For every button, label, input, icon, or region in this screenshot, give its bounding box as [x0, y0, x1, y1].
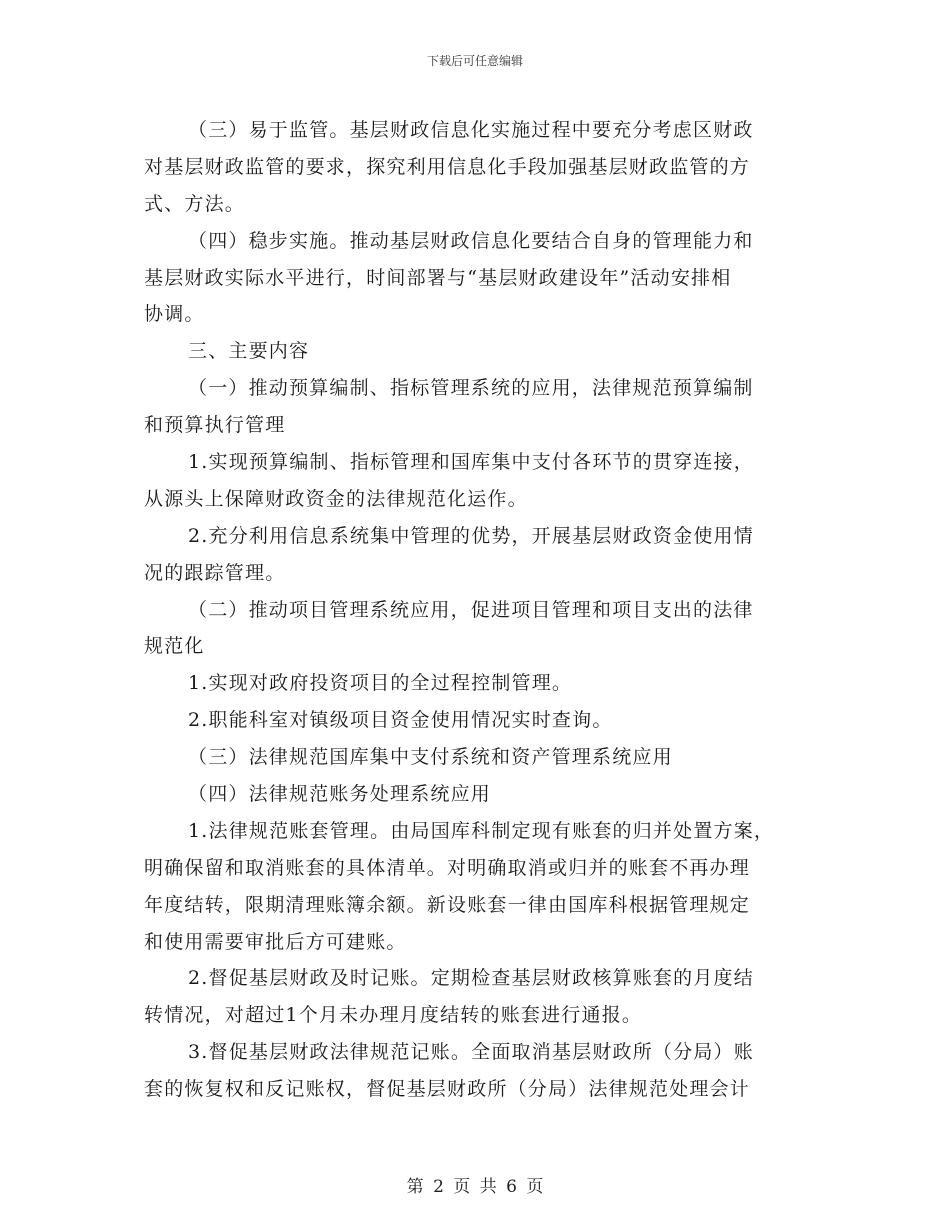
list-item: 年度结转，限期清理账簿余额。新设账套一律由国库科根据管理规定	[144, 893, 751, 916]
list-item: 从源头上保障财政资金的法律规范化运作。	[144, 487, 528, 510]
list-item: 1.法律规范账套管理。由局国库科制定现有账套的归并处置方案，	[188, 819, 775, 842]
list-item: 2.职能科室对镇级项目资金使用情况实时查询。	[188, 709, 613, 732]
list-item: 和使用需要审批后方可建账。	[144, 930, 407, 953]
subsection-heading: 规范化	[144, 635, 205, 658]
subsection-heading: （三）法律规范国库集中支付系统和资产管理系统应用	[188, 746, 673, 769]
list-item: 1.实现对政府投资项目的全过程控制管理。	[188, 672, 573, 695]
list-item: 转情况，对超过1个月未办理月度结转的账套进行通报。	[144, 1004, 643, 1027]
subsection-heading: 和预算执行管理	[144, 414, 286, 437]
list-item: 2.充分利用信息系统集中管理的优势，开展基层财政资金使用情	[188, 524, 754, 547]
paragraph-line: 式、方法。	[144, 192, 246, 215]
page-number: 第 2 页 共 6 页	[406, 1177, 544, 1197]
list-item: 1.实现预算编制、指标管理和国库集中支付各环节的贯穿连接，	[188, 451, 754, 474]
paragraph-line: 协调。	[144, 303, 205, 326]
paragraph-line: 对基层财政监管的要求，探究利用信息化手段加强基层财政监管的方	[144, 155, 751, 178]
paragraph-line: 基层财政实际水平进行，时间部署与“基层财政建设年”活动安排相	[144, 266, 732, 289]
list-item: 况的跟踪管理。	[144, 561, 286, 584]
list-item: 2.督促基层财政及时记账。定期检查基层财政核算账套的月度结	[188, 967, 754, 990]
subsection-heading: （二）推动项目管理系统应用，促进项目管理和项目支出的法律	[188, 598, 754, 621]
list-item: 套的恢复权和反记账权，督促基层财政所（分局）法律规范处理会计	[144, 1078, 751, 1101]
subsection-heading: （一）推动预算编制、指标管理系统的应用，法律规范预算编制	[188, 377, 754, 400]
document-body	[144, 112, 809, 1108]
paragraph-line: （三）易于监管。基层财政信息化实施过程中要充分考虑区财政	[188, 119, 754, 141]
list-item: 3.督促基层财政法律规范记账。全面取消基层财政所（分局）账	[188, 1041, 754, 1064]
paragraph-line: （四）稳步实施。推动基层财政信息化要结合自身的管理能力和	[188, 229, 754, 252]
list-item: 明确保留和取消账套的具体清单。对明确取消或归并的账套不再办理	[144, 856, 751, 879]
section-heading: 三、主要内容	[188, 340, 310, 363]
page-header: 下载后可任意编辑	[426, 54, 523, 68]
subsection-heading: （四）法律规范账务处理系统应用	[188, 783, 492, 806]
